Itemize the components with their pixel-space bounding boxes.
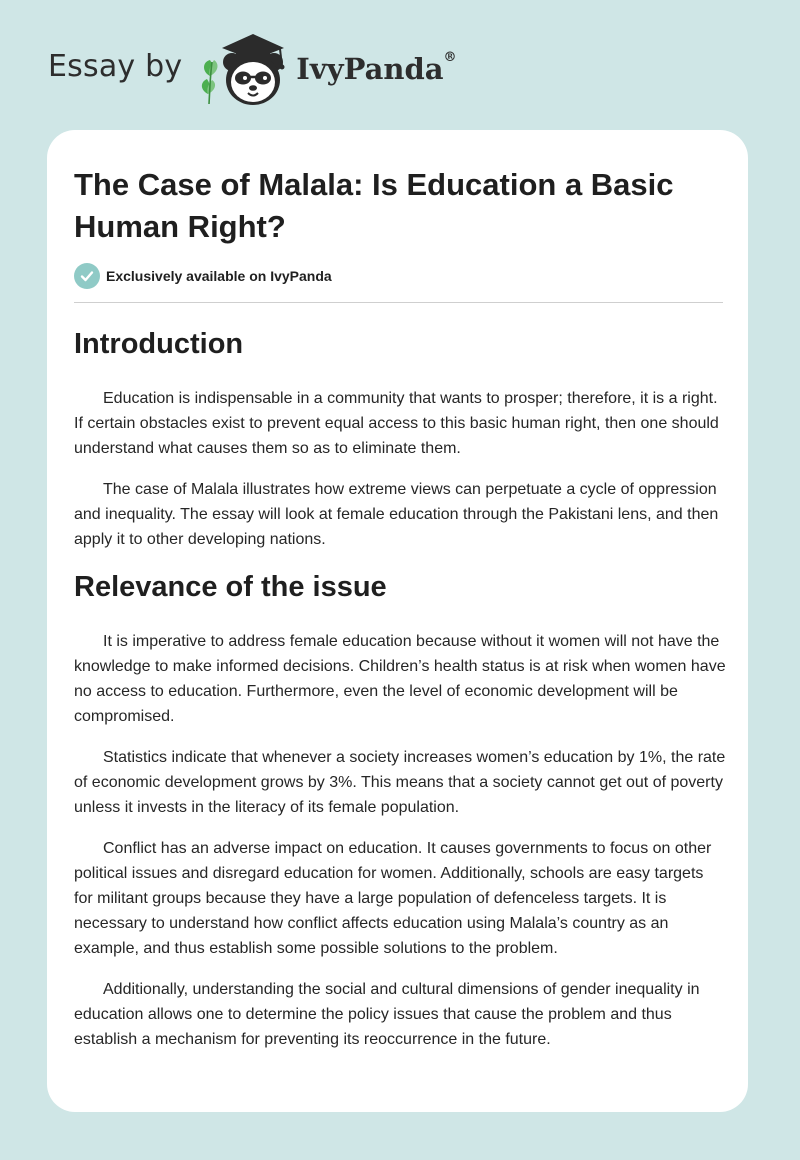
essay-title: The Case of Malala: Is Education a Basic Human Right? — [74, 167, 674, 244]
exclusive-badge-label: Exclusively available on IvyPanda — [106, 268, 332, 284]
paragraph: Education is indispensable in a community that wants to prosper; therefore, it is a right. If certain obstacles exist to prevent equal access to this basic human right, then one should understand what causes them so as to eliminate them. — [74, 390, 719, 457]
essay-card — [47, 130, 748, 1112]
ivypanda-logo-icon[interactable] — [198, 32, 292, 110]
essay-body — [74, 324, 726, 1052]
section-heading-introduction: Introduction — [74, 328, 244, 360]
paragraph: Statistics indicate that whenever a society increases women’s education by 1%, the rate of economic development grows by 3%. This means that a society cannot get out of poverty unless it invests in the literacy of its female population. — [74, 749, 726, 816]
essay-by-label: Essay by — [48, 48, 183, 84]
paragraph: The case of Malala illustrates how extreme views can perpetuate a cycle of oppression and inequality. The essay will look at female education through the Pakistani lens, and then apply it to other developing nations. — [74, 481, 719, 548]
section-heading-relevance: Relevance of the issue — [74, 571, 387, 603]
brand-name[interactable] — [296, 52, 456, 86]
paragraph: It is imperative to address female education because without it women will not have the knowledge to make informed decisions. Children’s health status is at risk when women have no access to education. Furthermore, even the level of economic development will be compromised. — [74, 633, 726, 725]
paragraph: Conflict has an adverse impact on education. It causes governments to focus on other political issues and disregard education for women. Additionally, schools are easy targets for militant groups because they have a large population of defenceless targets. It is necessary to understand how conflict affects education using Malala’s country as an example, and thus establish some possible solutions to the problem. — [74, 840, 712, 957]
exclusive-badge — [74, 263, 332, 289]
check-circle-icon — [74, 263, 100, 289]
brand-name-text: IvyPanda — [296, 52, 444, 86]
site-header — [48, 30, 457, 112]
title-divider — [74, 302, 723, 303]
paragraph: Additionally, understanding the social and cultural dimensions of gender inequality in education allows one to determine the policy issues that cause the problem and thus establish a mechanism for preventing its reoccurrence in the future. — [74, 981, 700, 1048]
registered-mark: ® — [443, 50, 457, 65]
